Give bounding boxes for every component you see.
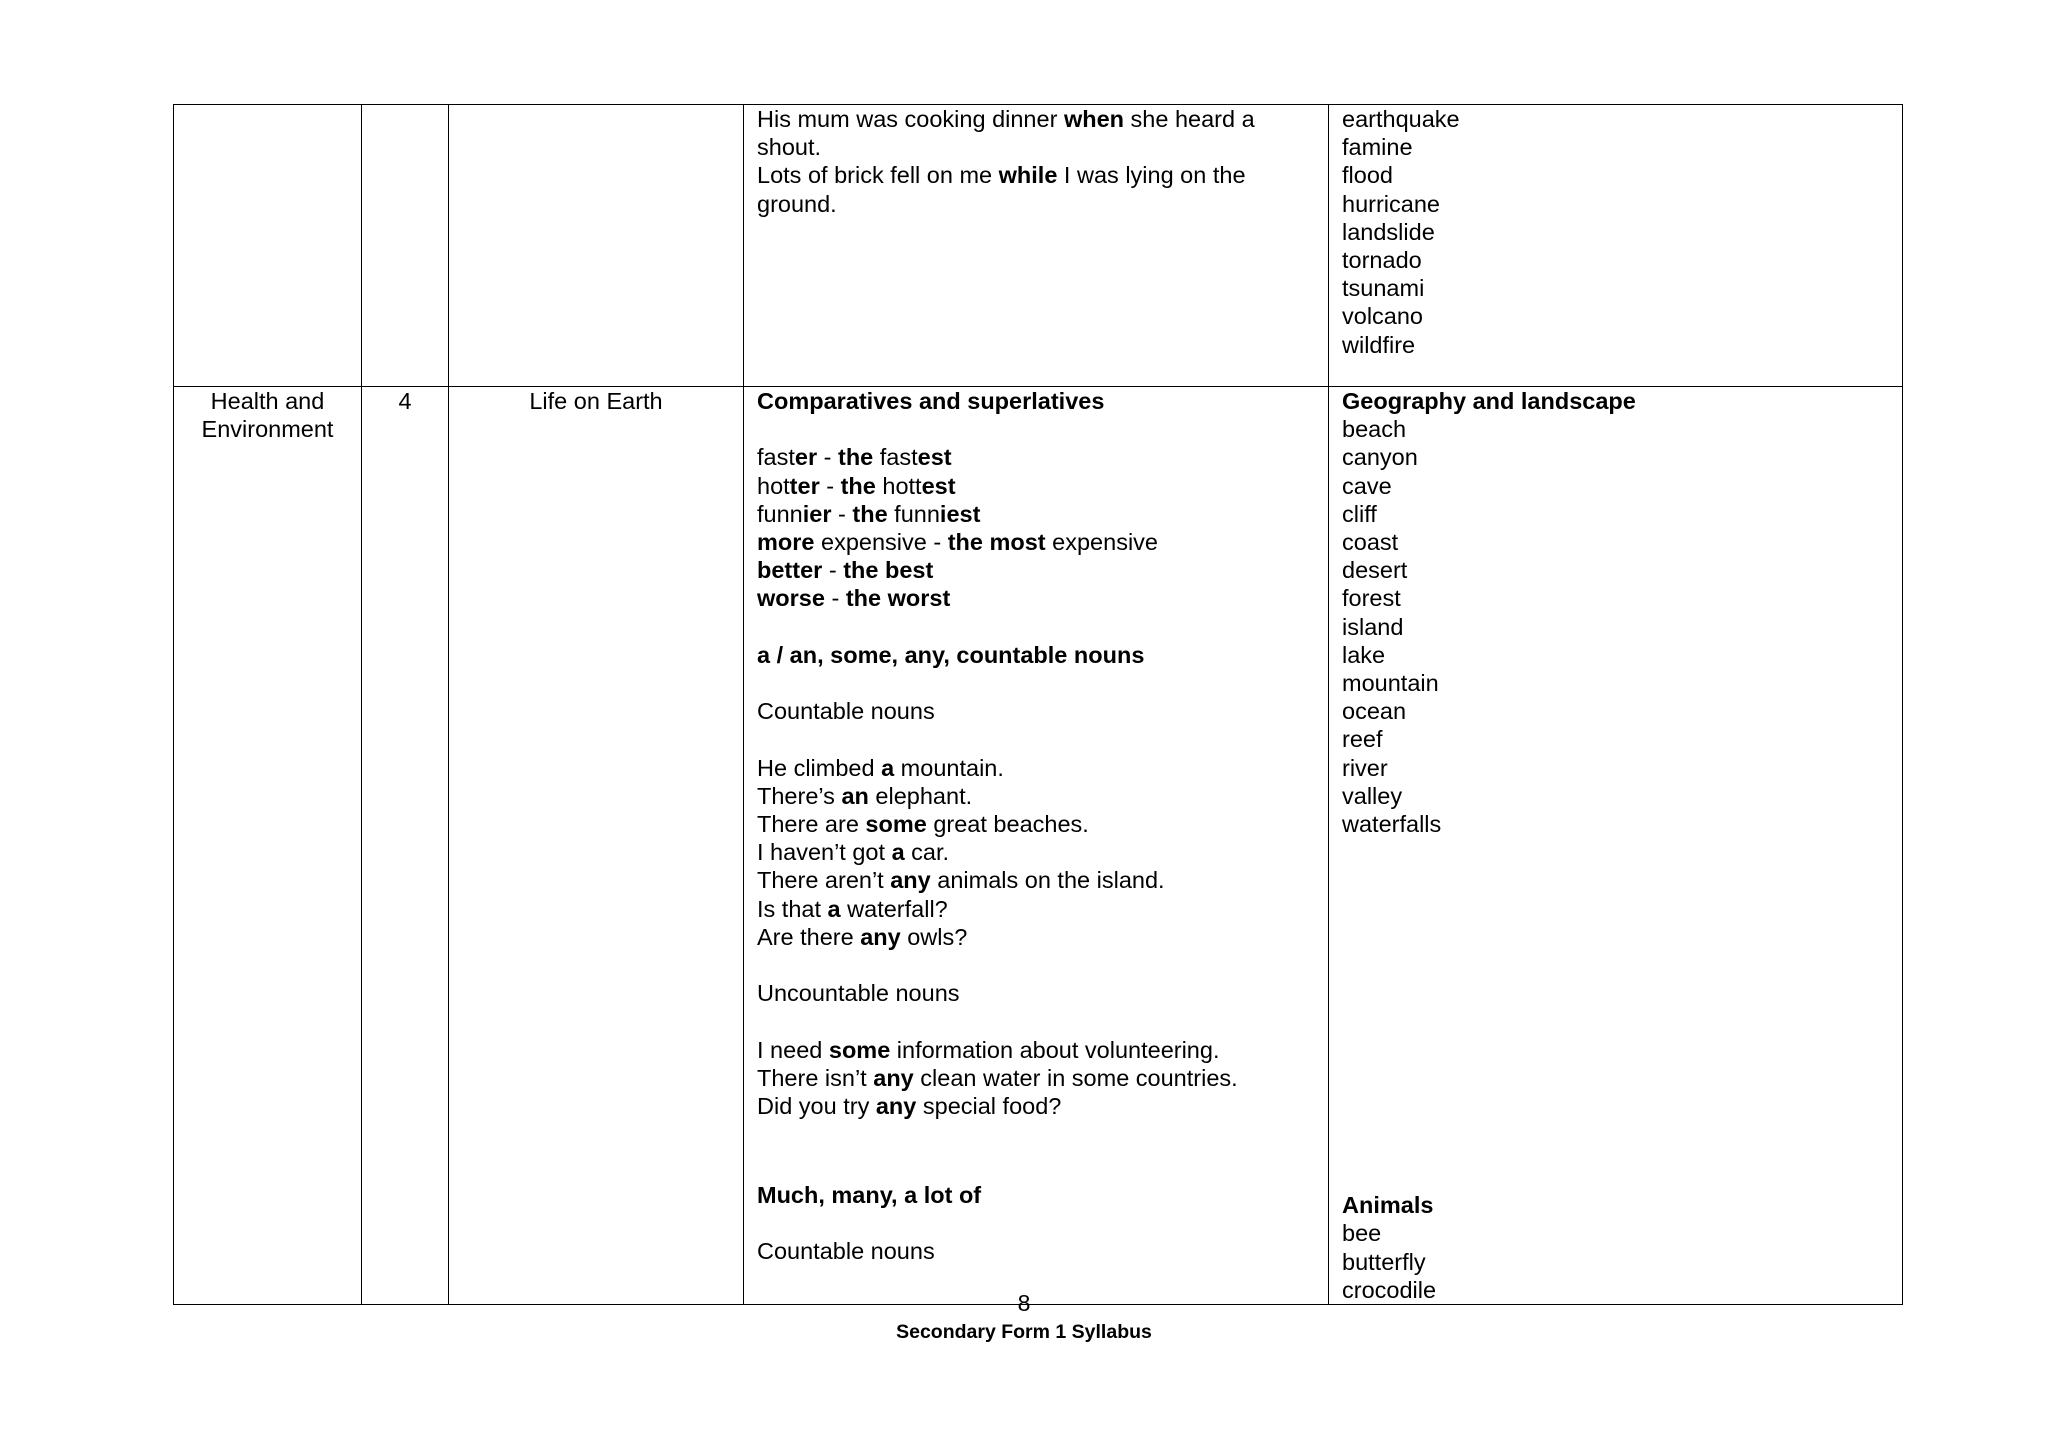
text-segment: hott	[875, 472, 922, 499]
vocabulary-item: river	[1342, 754, 1388, 781]
grammar-cell	[744, 387, 1329, 1305]
emphasis-text: ier	[802, 500, 832, 527]
vocabulary-item: flood	[1342, 162, 1393, 189]
text-segment: -	[819, 472, 841, 499]
emphasis-text: iest	[939, 500, 981, 527]
grammar-cell	[744, 105, 1329, 387]
emphasis-text: any	[860, 923, 901, 950]
text-segment: -	[822, 557, 844, 584]
example-line	[757, 105, 1315, 161]
text-segment: fast	[757, 444, 795, 471]
example-line	[757, 838, 1315, 866]
theme-cell	[174, 387, 362, 1305]
countable-label: Countable nouns	[757, 698, 935, 725]
countable-examples	[757, 754, 1315, 951]
example-line	[757, 754, 1315, 782]
example-line	[757, 472, 1315, 500]
topic-label: Life on Earth	[529, 388, 663, 414]
example-line	[757, 782, 1315, 810]
emphasis-text: more	[757, 529, 815, 555]
vocabulary-item: butterfly	[1342, 1248, 1426, 1275]
text-segment: mountain.	[894, 754, 1004, 781]
text-segment: Is that	[757, 895, 828, 922]
footer-title: Secondary Form 1 Syllabus	[896, 1321, 1152, 1343]
text-segment: funn	[887, 500, 940, 527]
emphasis-text: any	[890, 867, 931, 894]
emphasis-text: est	[921, 472, 956, 499]
text-segment: Did you try	[757, 1092, 876, 1119]
vocabulary-item: reef	[1342, 726, 1383, 753]
uncountable-label: Uncountable nouns	[757, 980, 960, 1007]
comparatives-heading: Comparatives and superlatives	[757, 388, 1105, 414]
example-line	[757, 1092, 1315, 1120]
disaster-vocabulary-list	[1342, 105, 1889, 359]
unit-number: 4	[398, 388, 412, 414]
emphasis-text: any	[873, 1064, 914, 1091]
example-line	[757, 528, 1315, 556]
example-line	[757, 1036, 1315, 1064]
text-segment: she heard a shout.	[757, 106, 1255, 161]
emphasis-text: the best	[843, 557, 934, 584]
vocabulary-item: cave	[1342, 472, 1392, 499]
text-segment: There’s	[757, 782, 842, 809]
text-segment: special food?	[916, 1092, 1062, 1119]
text-segment: funn	[757, 500, 803, 527]
comparatives-list	[757, 443, 1315, 612]
vocabulary-item: ocean	[1342, 698, 1407, 725]
example-line	[757, 895, 1315, 923]
geography-vocabulary-list	[1342, 415, 1889, 838]
unit-cell	[362, 387, 449, 1305]
vocabulary-item: landslide	[1342, 218, 1435, 245]
text-segment: There are	[757, 810, 866, 837]
geography-heading: Geography and landscape	[1342, 388, 1636, 414]
emphasis-text: some	[828, 1036, 891, 1063]
emphasis-text: the	[840, 472, 876, 499]
much-countable-label: Countable nouns	[757, 1237, 935, 1264]
past-continuous-examples	[757, 105, 1315, 218]
example-line	[757, 443, 1315, 471]
text-segment: owls?	[900, 923, 968, 950]
vocabulary-item: hurricane	[1342, 190, 1440, 217]
theme-label: Health and Environment	[201, 388, 334, 443]
syllabus-table	[173, 104, 1903, 1305]
emphasis-text: a	[827, 895, 841, 922]
vocabulary-item: mountain	[1342, 670, 1439, 697]
text-segment: great beaches.	[926, 810, 1089, 837]
emphasis-text: er	[794, 444, 818, 471]
text-segment: -	[831, 500, 853, 527]
text-segment: fast	[873, 444, 918, 471]
vocabulary-item: beach	[1342, 416, 1407, 443]
vocabulary-item: valley	[1342, 782, 1403, 809]
vocabulary-item: canyon	[1342, 444, 1418, 471]
vocabulary-item: famine	[1342, 134, 1413, 161]
text-segment: waterfall?	[840, 895, 948, 922]
text-segment: His mum was cooking dinner	[757, 106, 1064, 132]
vocabulary-item: desert	[1342, 557, 1408, 584]
table-row	[174, 105, 1903, 387]
vocabulary-item: cliff	[1342, 500, 1377, 527]
example-line	[757, 923, 1315, 951]
articles-heading: a / an, some, any, countable nouns	[757, 641, 1145, 668]
text-segment: There isn’t	[757, 1064, 874, 1091]
text-segment: hot	[757, 472, 790, 499]
emphasis-text: the most	[947, 529, 1046, 555]
example-line	[757, 584, 1315, 612]
text-segment: expensive	[1045, 529, 1158, 555]
topic-cell	[449, 387, 744, 1305]
text-segment: I haven’t got	[757, 839, 892, 866]
much-many-heading: Much, many, a lot of	[757, 1181, 982, 1208]
theme-cell	[174, 105, 362, 387]
vocabulary-cell	[1329, 105, 1903, 387]
vocabulary-item: forest	[1342, 585, 1401, 612]
emphasis-text: when	[1063, 106, 1124, 132]
page-number: 8	[1017, 1290, 1031, 1316]
vocabulary-item: island	[1342, 613, 1404, 640]
emphasis-text: est	[917, 444, 952, 471]
emphasis-text: ter	[789, 472, 820, 499]
emphasis-text: better	[757, 557, 823, 584]
text-segment: car.	[904, 839, 950, 866]
emphasis-text: the worst	[845, 585, 951, 612]
vocabulary-item: lake	[1342, 641, 1386, 668]
emphasis-text: some	[865, 810, 927, 837]
text-segment: Lots of brick fell on me	[757, 162, 999, 189]
text-segment: There aren’t	[757, 867, 891, 894]
emphasis-text: while	[998, 162, 1058, 189]
example-line	[757, 556, 1315, 584]
vocabulary-item: crocodile	[1342, 1276, 1437, 1303]
unit-cell	[362, 105, 449, 387]
emphasis-text: any	[875, 1092, 917, 1119]
emphasis-text: the	[852, 500, 888, 527]
emphasis-text: an	[841, 782, 869, 809]
emphasis-text: the	[838, 444, 874, 471]
text-segment: Are there	[757, 923, 861, 950]
text-segment: elephant.	[868, 782, 973, 809]
vocabulary-item: tornado	[1342, 247, 1422, 274]
vocabulary-item: bee	[1342, 1220, 1382, 1247]
text-segment: information about volunteering.	[890, 1036, 1220, 1063]
emphasis-text: worse	[757, 585, 825, 612]
emphasis-text: a	[881, 754, 895, 781]
text-segment: -	[824, 585, 846, 612]
text-segment: I was lying on the ground.	[757, 162, 1246, 217]
example-line	[757, 810, 1315, 838]
vocabulary-item: waterfalls	[1342, 811, 1442, 838]
vocabulary-item: earthquake	[1342, 106, 1460, 132]
vocabulary-item: wildfire	[1342, 331, 1416, 358]
example-line	[757, 1064, 1315, 1092]
vocabulary-item: volcano	[1342, 303, 1423, 330]
vocabulary-item: tsunami	[1342, 275, 1425, 302]
uncountable-examples	[757, 1036, 1315, 1121]
text-segment: expensive -	[814, 529, 948, 555]
text-segment: -	[817, 444, 838, 471]
example-line	[757, 866, 1315, 894]
animals-heading: Animals	[1342, 1192, 1434, 1219]
emphasis-text: a	[891, 839, 905, 866]
example-line	[757, 500, 1315, 528]
vocabulary-item: coast	[1342, 529, 1399, 556]
topic-cell	[449, 105, 744, 387]
text-segment: clean water in some countries.	[913, 1064, 1238, 1091]
example-line	[757, 161, 1315, 217]
text-segment: animals on the island.	[930, 867, 1165, 894]
vocabulary-cell	[1329, 387, 1903, 1305]
text-segment: He climbed	[757, 754, 882, 781]
text-segment: I need	[757, 1036, 829, 1063]
table-row	[174, 387, 1903, 1305]
